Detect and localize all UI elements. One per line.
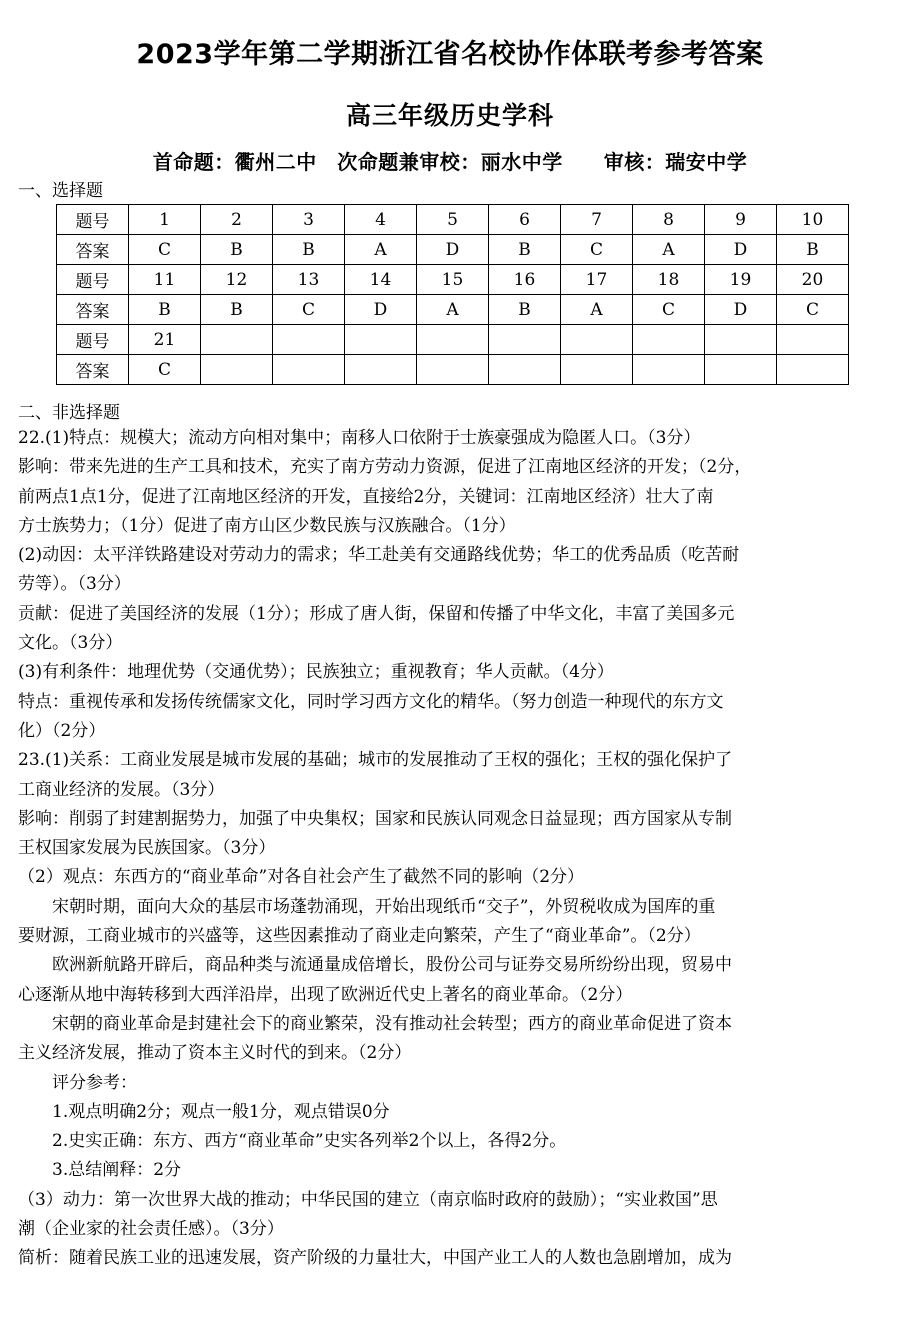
q22-part2-contribution: 贡献：促进了美国经济的发展（1分）；形成了唐人街，保留和传播了中华文化，丰富了美国多元 [18,603,735,624]
question-row [57,325,849,355]
question-number [489,325,561,355]
q23-part3-motivation: （3）动力：第一次世界大战的推动；中华民国的建立（南京临时政府的鼓励）；“实业救国”思 [18,1189,718,1210]
paragraph-europe: 欧洲新航路开辟后，商品种类与流通量成倍增长，股份公司与证券交易所纷纷出现，贸易中 [52,955,732,976]
answer-cell: D [417,235,489,265]
question-number: 10 [777,205,849,235]
answer-cell [345,355,417,385]
answer-label: 答案 [57,235,129,265]
question-number [201,325,273,355]
answer-cell: B [489,295,561,325]
answer-cell: C [633,295,705,325]
question-number [633,325,705,355]
text-line: 化）（2分） [18,720,106,741]
scoring-item: 2.史实正确：东方、西方“商业革命”史实各列举2个以上，各得2分。 [52,1131,567,1152]
text-line: 劳等）。（3分） [18,574,131,595]
question-number: 11 [129,265,201,295]
question-number: 14 [345,265,417,295]
text-line: 工商业经济的发展。（3分） [18,779,225,800]
question-number: 4 [345,205,417,235]
text-line: 要财源，工商业城市的兴盛等，这些因素推动了商业走向繁荣，产生了“商业革命”。（2分） [18,926,701,947]
text-line: 潮（企业家的社会责任感）。（3分） [18,1219,284,1240]
q22-part1-features: 22.(1)特点：规模大；流动方向相对集中；南移人口依附于士族豪强成为隐匿人口。（3分） [18,428,701,448]
section-multiple-choice-heading: 一、选择题 [18,181,103,201]
question-number [417,325,489,355]
answer-cell: B [273,235,345,265]
question-number [273,325,345,355]
scoring-item: 1.观点明确2分；观点一般1分，观点错误0分 [52,1101,390,1122]
answer-cell [201,355,273,385]
question-number: 21 [129,325,201,355]
answer-cell: C [561,235,633,265]
section-non-choice-heading: 二、非选择题 [18,403,120,423]
answer-cell: D [705,235,777,265]
authors-line: 首命题：衢州二中 次命题兼审校：丽水中学 审核：瑞安中学 [152,150,748,174]
q22-part3-features: 特点：重视传承和发扬传统儒家文化，同时学习西方文化的精华。（努力创造一种现代的东方文 [18,691,724,712]
question-number: 18 [633,265,705,295]
question-number [705,325,777,355]
question-number: 8 [633,205,705,235]
answer-cell: C [777,295,849,325]
q23-part3-analysis: 简析：随着民族工业的迅速发展，资产阶级的力量壮大，中国产业工人的人数也急剧增加，成为 [18,1248,732,1269]
text-line: 方士族势力；（1分）促进了南方山区少数民族与汉族融合。（1分） [18,515,516,536]
question-number: 9 [705,205,777,235]
question-number: 6 [489,205,561,235]
answer-table [56,204,849,385]
answer-cell [705,355,777,385]
question-number: 17 [561,265,633,295]
answer-cell [489,355,561,385]
answer-cell: D [705,295,777,325]
paragraph-song-dynasty: 宋朝时期，面向大众的基层市场蓬勃涌现，开始出现纸币“交子”，外贸税收成为国库的重 [52,896,716,917]
answer-row [57,235,849,265]
answer-cell [633,355,705,385]
question-number: 5 [417,205,489,235]
question-row [57,205,849,235]
question-number: 1 [129,205,201,235]
question-number: 16 [489,265,561,295]
answer-cell [561,355,633,385]
q22-part3-conditions: (3)有利条件：地理优势（交通优势）；民族独立；重视教育；华人贡献。（4分） [18,662,614,683]
answer-cell: C [129,355,201,385]
question-label: 题号 [57,205,129,235]
answer-row [57,355,849,385]
answer-cell: A [345,235,417,265]
text-line: 前两点1点1分，促进了江南地区经济的开发，直接给2分，关键词：江南地区经济）壮大了南 [18,486,714,507]
text-line: 主义经济发展，推动了资本主义时代的到来。（2分） [18,1043,412,1064]
question-row [57,265,849,295]
answer-label: 答案 [57,355,129,385]
q23-part1-impact: 影响：削弱了封建割据势力，加强了中央集权；国家和民族认同观念日益显现；西方国家从专制 [18,808,732,829]
answer-cell: D [345,295,417,325]
answer-cell: B [777,235,849,265]
paragraph-comparison: 宋朝的商业革命是封建社会下的商业繁荣，没有推动社会转型；西方的商业革命促进了资本 [52,1013,732,1034]
answer-cell [777,355,849,385]
question-number: 12 [201,265,273,295]
question-number: 13 [273,265,345,295]
answer-cell: B [201,235,273,265]
text-line: 心逐渐从地中海转移到大西洋沿岸，出现了欧洲近代史上著名的商业革命。（2分） [18,984,633,1005]
question-number: 20 [777,265,849,295]
question-number [561,325,633,355]
answer-cell: A [561,295,633,325]
q23-part2-viewpoint: （2）观点：东西方的“商业革命”对各自社会产生了截然不同的影响（2分） [18,867,585,888]
question-number: 2 [201,205,273,235]
answer-cell: B [129,295,201,325]
q23-part1-relation: 23.(1)关系：工商业发展是城市发展的基础；城市的发展推动了王权的强化；王权的强化保护了 [18,750,733,771]
subject-title: 高三年级历史学科 [345,101,554,130]
question-number: 7 [561,205,633,235]
answer-cell: A [417,295,489,325]
answer-key-title: 2023学年第二学期浙江省名校协作体联考参考答案 [136,39,764,70]
scoring-reference-heading: 评分参考： [52,1072,137,1093]
question-number [777,325,849,355]
question-number [345,325,417,355]
text-line: 王权国家发展为民族国家。（3分） [18,838,276,859]
text-line: 文化。（3分） [18,633,123,654]
question-label: 题号 [57,325,129,355]
answer-cell: C [129,235,201,265]
answer-cell: B [201,295,273,325]
scoring-item: 3.总结阐释：2分 [52,1160,182,1181]
answer-body [18,424,884,1274]
answer-cell [417,355,489,385]
q22-part1-impact: 影响：带来先进的生产工具和技术，充实了南方劳动力资源，促进了江南地区经济的开发；（2分， [18,457,752,478]
answer-cell: C [273,295,345,325]
q22-part2-motives: (2)动因：太平洋铁路建设对劳动力的需求；华工赴美有交通路线优势；华工的优秀品质（吃苦耐 [18,545,740,566]
answer-cell: B [489,235,561,265]
question-number: 3 [273,205,345,235]
question-label: 题号 [57,265,129,295]
question-number: 15 [417,265,489,295]
answer-row [57,295,849,325]
answer-cell [273,355,345,385]
answer-label: 答案 [57,295,129,325]
answer-cell: A [633,235,705,265]
question-number: 19 [705,265,777,295]
